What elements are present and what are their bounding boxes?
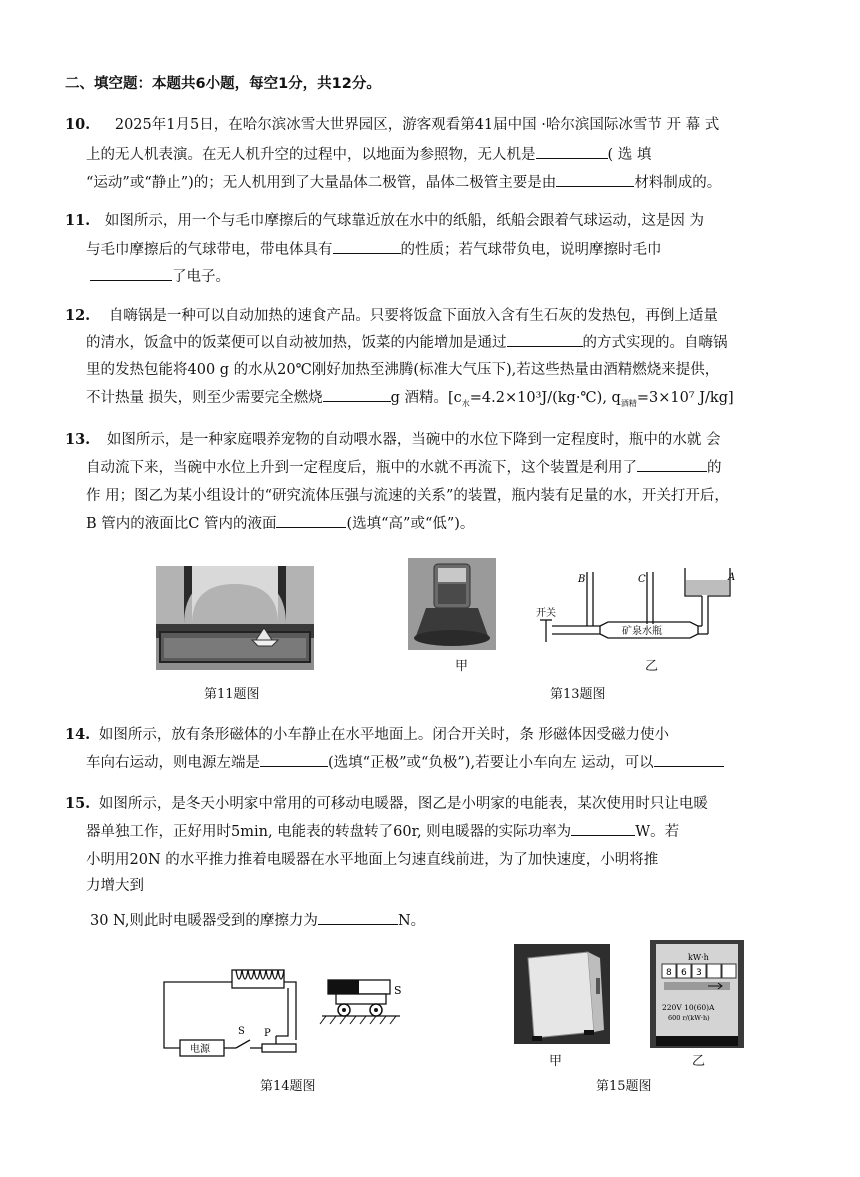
fig13-label-a: A [728,572,736,583]
section-title: 二、填空题：本题共6小题，每空1分，共12分。 [65,76,381,92]
fig11-balloon-boat-photo [156,566,314,670]
q13-number: 13. [65,431,91,448]
q12-line2: 的清水，饭盒中的饭菜便可以自动被加热，饭菜的内能增加是通过 的方式实现的。自嗨锅 [86,331,728,352]
q14-number: 14. [65,726,91,743]
fig15-digit-3: 3 [696,968,702,978]
q15-line1: 15. 如图所示，是冬天小明家中常用的可移动电暖器，图乙是小明家的电能表，某次使用时只让电暖 [65,795,708,812]
q11-line2: 与毛巾摩擦后的气球带电，带电体具有 的性质；若气球带负电，说明摩擦时毛巾 [86,238,662,259]
q15-line4: 力增大到 [86,878,144,894]
q13-blank-1[interactable] [637,457,707,472]
fig11-caption: 第11题图 [204,687,260,702]
q15-line5: 30 N,则此时电暖器受到的摩擦力为 N。 [90,909,425,930]
fig15-meter-revolutions: 600 r/(kW·h) [668,1014,710,1022]
fig13-yi-diagram [530,560,740,660]
q12-line3: 里的发热包能将400 g 的水从20℃刚好加热至沸腾(标准大气压下),若这些热量由酒精燃烧来提供， [86,362,720,378]
fig13-yi-label: 乙 [645,659,659,674]
fig15-digit-1: 8 [666,968,672,978]
q12-blank-1[interactable] [507,332,583,347]
q14-line2: 车向右运动，则电源左端是 (选填“正极”或“负极”),若要让小车向左 运动，可以 [86,751,724,772]
q11-number: 11. [65,212,91,229]
q11-blank-1[interactable] [333,239,401,254]
q15-blank-2[interactable] [318,910,398,925]
fig13-caption: 第13题图 [550,687,606,702]
q15-number: 15. [65,795,91,812]
fig13-label-bottle: 矿泉水瓶 [622,626,662,637]
fig14-label-power: 电源 [190,1044,210,1055]
q11-line3: 了电子。 [90,265,230,286]
q10-number: 10. [65,116,91,133]
fig15-meter-unit: kW·h [688,953,709,962]
fig15-caption: 第15题图 [596,1079,652,1094]
q13-line1: 13. 如图所示，是一种家庭喂养宠物的自动喂水器，当碗中的水位下降到一定程度时，瓶中的水就 会 [65,431,721,448]
q15-line3: 小明用20N 的水平推力推着电暖器在水平地面上匀速直线前进，为了加快速度，小明将推 [86,852,659,868]
fig13-feeder-photo [408,558,496,650]
q10-line1: 10. 2025年1月5日，在哈尔滨冰雪大世界园区，游客观看第41届中国 ·哈尔滨国际冰雪节 开 幕 式 [65,116,720,133]
fig15-heater-photo [514,944,610,1044]
q15-blank-1[interactable] [571,821,635,836]
fig13-jia-label: 甲 [455,659,469,674]
q10-blank-1[interactable] [536,144,608,159]
q14-blank-1[interactable] [260,752,328,767]
fig15-meter-digits [662,964,736,978]
q14-blank-2[interactable] [654,752,724,767]
fig13-label-switch: 开关 [536,608,556,619]
fig15-meter-rating: 220V 10(60)A [662,1003,715,1012]
fig15-energy-meter [650,940,744,1048]
fig13-label-b: B [578,574,586,585]
fig13-label-c: C [638,574,646,585]
fig14-label-switch: S [238,1026,245,1037]
q13-line2: 自动流下来，当碗中水位上升到一定程度后，瓶中的水就不再流下，这个装置是利用了 的 [86,456,722,477]
q12-blank-2[interactable] [323,387,391,402]
fig15-jia-label: 甲 [549,1054,563,1069]
q11-blank-2[interactable] [90,266,172,281]
q11-line1: 11. 如图所示，用一个与毛巾摩擦后的气球靠近放在水中的纸船，纸船会跟着气球运动，这是因 为 [65,212,704,229]
q13-line4: B 管内的液面比C 管内的液面 (选填“高”或“低”)。 [86,512,474,533]
q12-number: 12. [65,307,91,324]
fig14-caption: 第14题图 [260,1079,316,1094]
q10-blank-2[interactable] [556,172,634,187]
q12-line4: 不计热量 损失，则至少需要完全燃烧 g 酒精。[$c_水=4.2\times 10^3J/(kg\cdot℃)$, $q_{酒精}=3\times 10^7$ J/kg] [86,386,734,409]
fig14-label-s-pole: S [394,984,402,997]
fig15-yi-label: 乙 [692,1054,706,1069]
fig15-digit-2: 6 [681,968,687,978]
q12-line1: 12. 自嗨锅是一种可以自动加热的速食产品。只要将饭盒下面放入含有生石灰的发热包，再倒上适量 [65,307,718,324]
q10-line3: “运动”或“静止”)的；无人机用到了大量晶体二极管，晶体二极管主要是由 材料制成的。 [86,171,721,192]
q13-line3: 作 用；图乙为某小组设计的“研究流体压强与流速的关系”的装置，瓶内装有足量的水，开关打开后， [86,488,729,504]
q13-blank-2[interactable] [276,513,346,528]
fig14-circuit-diagram [150,960,440,1068]
q10-line2: 上的无人机表演。在无人机升空的过程中，以地面为参照物，无人机是 ( 选 填 [86,143,651,164]
q15-line2: 器单独工作，正好用时5min, 电能表的转盘转了60r, 则电暖器的实际功率为 W。若 [86,820,679,841]
fig14-label-p: P [264,1028,271,1039]
q14-line1: 14. 如图所示，放有条形磁体的小车静止在水平地面上。闭合开关时，条 形磁体因受磁力使小 [65,726,669,743]
